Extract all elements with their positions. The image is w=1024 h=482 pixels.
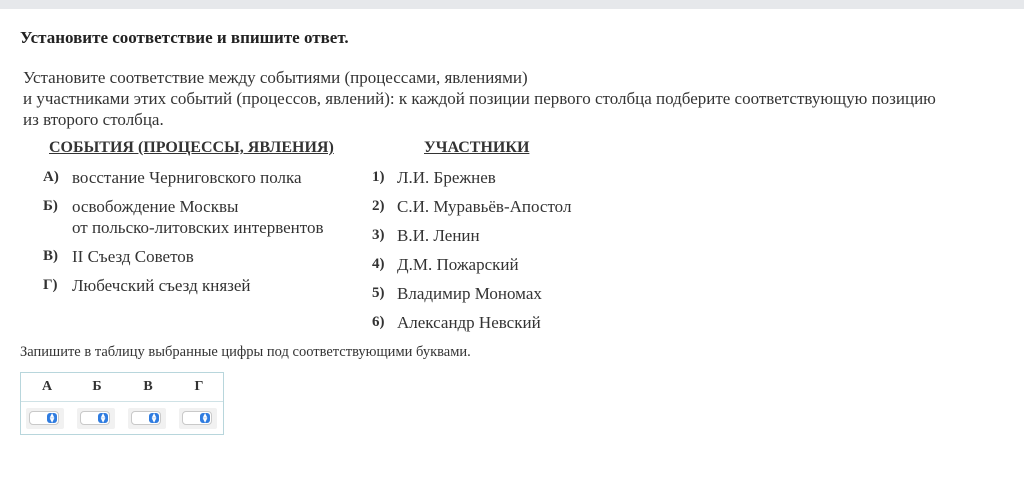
answer-cell-v [128, 408, 166, 429]
participant-name: В.И. Ленин [397, 226, 480, 245]
answer-table-header [21, 373, 223, 402]
event-letter: Г) [43, 277, 58, 293]
event-text: восстание Черниговского полка [72, 168, 302, 187]
participant-name: Л.И. Брежнев [397, 168, 496, 187]
participant-number: 2) [372, 198, 385, 214]
event-text: II Съезд Советов [72, 247, 194, 266]
participant-number: 6) [372, 314, 385, 330]
intro-line: и участниками этих событий (процессов, явлений): к каждой позиции первого столбца подберите соответствующую позицию [23, 89, 936, 108]
chevron-up-down-icon: ▲ ▼ [200, 413, 210, 423]
participant-number: 5) [372, 285, 385, 301]
answer-select-g[interactable] [182, 411, 212, 425]
answer-cell-b [77, 408, 115, 429]
answer-select-b[interactable] [80, 411, 110, 425]
answer-column-a: А [41, 379, 53, 394]
participant-number: 4) [372, 256, 385, 272]
participant-number: 3) [372, 227, 385, 243]
participant-name: С.И. Муравьёв-Апостол [397, 197, 572, 216]
chevron-up-down-icon: ▲ ▼ [98, 413, 108, 423]
participants-header: УЧАСТНИКИ [424, 139, 530, 156]
task-instructions [23, 67, 1013, 130]
answer-cell-a [26, 408, 64, 429]
answer-select-a[interactable] [29, 411, 59, 425]
answer-cell-g [179, 408, 217, 429]
event-letter: В) [43, 248, 58, 264]
task-title: Установите соответствие и впишите ответ. [20, 28, 349, 47]
participant-name: Владимир Мономах [397, 284, 542, 303]
intro-line: из второго столбца. [23, 110, 164, 129]
participant-number: 1) [372, 169, 385, 185]
answer-column-v: В [143, 379, 153, 394]
answer-select-v[interactable] [131, 411, 161, 425]
event-text-cont: от польско-литовских интервентов [72, 218, 324, 237]
events-header: СОБЫТИЯ (ПРОЦЕССЫ, ЯВЛЕНИЯ) [49, 139, 334, 156]
answer-table [20, 372, 224, 435]
event-text: Любечский съезд князей [72, 276, 251, 295]
event-text: освобождение Москвы [72, 197, 239, 216]
event-letter: А) [43, 169, 59, 185]
intro-line: Установите соответствие между событиями (процессами, явлениями) [23, 68, 528, 87]
answer-instruction: Запишите в таблицу выбранные цифры под соответствующими буквами. [20, 344, 471, 360]
participant-name: Александр Невский [397, 313, 541, 332]
event-letter: Б) [43, 198, 58, 214]
participant-name: Д.М. Пожарский [397, 255, 519, 274]
top-bar [0, 0, 1024, 9]
answer-column-b: Б [92, 379, 102, 394]
chevron-up-down-icon: ▲ ▼ [149, 413, 159, 423]
chevron-up-down-icon: ▲ ▼ [47, 413, 57, 423]
answer-column-g: Г [194, 379, 204, 394]
